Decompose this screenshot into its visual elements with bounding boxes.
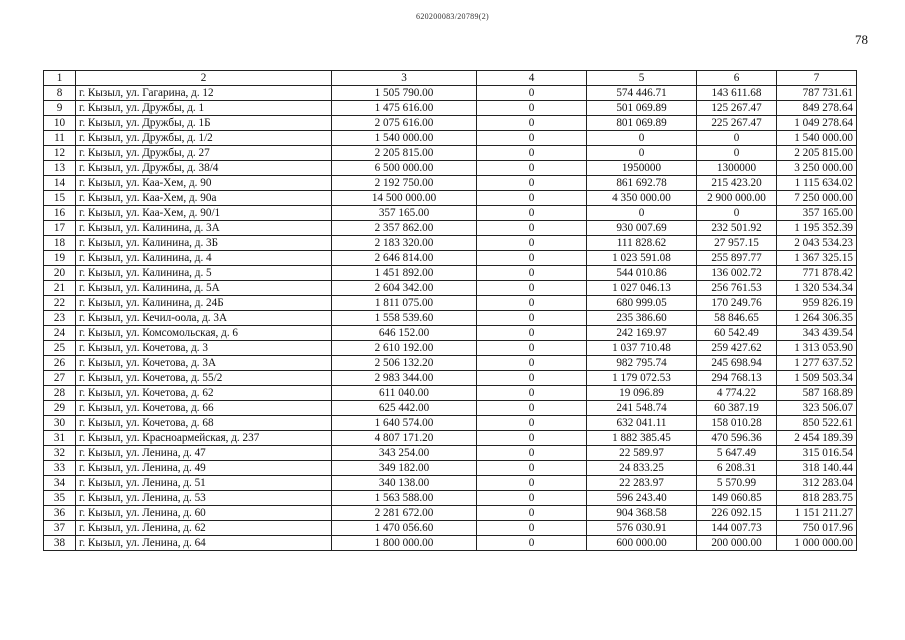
row-number-cell: 24 (44, 326, 76, 341)
amount-total-cell: 1 505 790.00 (332, 86, 477, 101)
amount-col6-cell: 294 768.13 (697, 371, 777, 386)
amount-col7-cell: 750 017.96 (777, 521, 857, 536)
amount-col4-cell: 0 (477, 506, 587, 521)
table-row (44, 326, 857, 341)
amount-total-cell: 1 540 000.00 (332, 131, 477, 146)
amount-col6-cell: 5 570.99 (697, 476, 777, 491)
amount-col7-cell: 1 115 634.02 (777, 176, 857, 191)
row-number-cell: 18 (44, 236, 76, 251)
row-number-cell: 15 (44, 191, 76, 206)
amount-total-cell: 2 357 862.00 (332, 221, 477, 236)
amount-total-cell: 2 192 750.00 (332, 176, 477, 191)
amount-col7-cell: 1 195 352.39 (777, 221, 857, 236)
amount-col7-cell: 787 731.61 (777, 86, 857, 101)
amount-col7-cell: 1 151 211.27 (777, 506, 857, 521)
address-cell: г. Кызыл, ул. Комсомольская, д. 6 (76, 326, 332, 341)
amount-col7-cell: 318 140.44 (777, 461, 857, 476)
table-row (44, 446, 857, 461)
table-row (44, 506, 857, 521)
amount-col6-cell: 136 002.72 (697, 266, 777, 281)
amount-col4-cell: 0 (477, 116, 587, 131)
amount-col5-cell: 0 (587, 206, 697, 221)
row-number-cell: 26 (44, 356, 76, 371)
column-header-1: 1 (44, 71, 76, 86)
table-row (44, 491, 857, 506)
amount-total-cell: 340 138.00 (332, 476, 477, 491)
amount-col4-cell: 0 (477, 341, 587, 356)
table-row (44, 401, 857, 416)
address-cell: г. Кызыл, ул. Ленина, д. 60 (76, 506, 332, 521)
amount-col5-cell: 111 828.62 (587, 236, 697, 251)
table-row (44, 296, 857, 311)
amount-col6-cell: 158 010.28 (697, 416, 777, 431)
amount-col5-cell: 600 000.00 (587, 536, 697, 551)
amount-total-cell: 2 506 132.20 (332, 356, 477, 371)
amount-col4-cell: 0 (477, 191, 587, 206)
amount-col5-cell: 574 446.71 (587, 86, 697, 101)
table-row (44, 191, 857, 206)
amount-col7-cell: 312 283.04 (777, 476, 857, 491)
row-number-cell: 27 (44, 371, 76, 386)
amount-total-cell: 2 075 616.00 (332, 116, 477, 131)
amount-col5-cell: 904 368.58 (587, 506, 697, 521)
amount-col4-cell: 0 (477, 476, 587, 491)
amount-col5-cell: 1 179 072.53 (587, 371, 697, 386)
amount-col5-cell: 242 169.97 (587, 326, 697, 341)
amount-total-cell: 1 640 574.00 (332, 416, 477, 431)
table-row (44, 236, 857, 251)
amount-col4-cell: 0 (477, 491, 587, 506)
amount-col7-cell: 1 264 306.35 (777, 311, 857, 326)
row-number-cell: 33 (44, 461, 76, 476)
row-number-cell: 38 (44, 536, 76, 551)
amount-col7-cell: 1 320 534.34 (777, 281, 857, 296)
column-header-6: 6 (697, 71, 777, 86)
amount-col5-cell: 0 (587, 146, 697, 161)
column-header-7: 7 (777, 71, 857, 86)
amount-col7-cell: 771 878.42 (777, 266, 857, 281)
amount-col6-cell: 60 387.19 (697, 401, 777, 416)
row-number-cell: 34 (44, 476, 76, 491)
amount-col6-cell: 225 267.47 (697, 116, 777, 131)
address-cell: г. Кызыл, ул. Кечил-оола, д. 3А (76, 311, 332, 326)
registry-table (43, 70, 857, 551)
amount-col7-cell: 7 250 000.00 (777, 191, 857, 206)
amount-col4-cell: 0 (477, 206, 587, 221)
address-cell: г. Кызыл, ул. Калинина, д. 5А (76, 281, 332, 296)
table-row (44, 116, 857, 131)
row-number-cell: 17 (44, 221, 76, 236)
table-row (44, 431, 857, 446)
amount-total-cell: 1 811 075.00 (332, 296, 477, 311)
amount-col6-cell: 200 000.00 (697, 536, 777, 551)
amount-col6-cell: 27 957.15 (697, 236, 777, 251)
address-cell: г. Кызыл, ул. Каа-Хем, д. 90/1 (76, 206, 332, 221)
amount-total-cell: 2 281 672.00 (332, 506, 477, 521)
amount-col6-cell: 215 423.20 (697, 176, 777, 191)
amount-col5-cell: 501 069.89 (587, 101, 697, 116)
amount-col6-cell: 1300000 (697, 161, 777, 176)
table-row (44, 86, 857, 101)
amount-col4-cell: 0 (477, 536, 587, 551)
table-row (44, 146, 857, 161)
table-row (44, 161, 857, 176)
row-number-cell: 11 (44, 131, 76, 146)
amount-total-cell: 4 807 171.20 (332, 431, 477, 446)
table-header-row (44, 71, 857, 86)
address-cell: г. Кызыл, ул. Кочетова, д. 68 (76, 416, 332, 431)
amount-col4-cell: 0 (477, 131, 587, 146)
amount-col6-cell: 4 774.22 (697, 386, 777, 401)
address-cell: г. Кызыл, ул. Гагарина, д. 12 (76, 86, 332, 101)
address-cell: г. Кызыл, ул. Красноармейская, д. 237 (76, 431, 332, 446)
amount-col5-cell: 576 030.91 (587, 521, 697, 536)
amount-col6-cell: 149 060.85 (697, 491, 777, 506)
amount-col5-cell: 861 692.78 (587, 176, 697, 191)
table-row (44, 176, 857, 191)
address-cell: г. Кызыл, ул. Дружбы, д. 1Б (76, 116, 332, 131)
amount-col5-cell: 1 037 710.48 (587, 341, 697, 356)
address-cell: г. Кызыл, ул. Ленина, д. 64 (76, 536, 332, 551)
amount-col6-cell: 0 (697, 131, 777, 146)
amount-col4-cell: 0 (477, 521, 587, 536)
amount-col6-cell: 259 427.62 (697, 341, 777, 356)
amount-col6-cell: 232 501.92 (697, 221, 777, 236)
table-row (44, 281, 857, 296)
amount-col6-cell: 125 267.47 (697, 101, 777, 116)
address-cell: г. Кызыл, ул. Калинина, д. 3А (76, 221, 332, 236)
amount-total-cell: 1 563 588.00 (332, 491, 477, 506)
row-number-cell: 21 (44, 281, 76, 296)
amount-col5-cell: 982 795.74 (587, 356, 697, 371)
address-cell: г. Кызыл, ул. Калинина, д. 3Б (76, 236, 332, 251)
address-cell: г. Кызыл, ул. Калинина, д. 5 (76, 266, 332, 281)
amount-col5-cell: 801 069.89 (587, 116, 697, 131)
amount-col7-cell: 1 540 000.00 (777, 131, 857, 146)
row-number-cell: 13 (44, 161, 76, 176)
amount-col6-cell: 58 846.65 (697, 311, 777, 326)
amount-col7-cell: 2 043 534.23 (777, 236, 857, 251)
amount-col5-cell: 1 023 591.08 (587, 251, 697, 266)
address-cell: г. Кызыл, ул. Ленина, д. 51 (76, 476, 332, 491)
amount-col5-cell: 241 548.74 (587, 401, 697, 416)
amount-total-cell: 6 500 000.00 (332, 161, 477, 176)
row-number-cell: 28 (44, 386, 76, 401)
row-number-cell: 23 (44, 311, 76, 326)
amount-col6-cell: 226 092.15 (697, 506, 777, 521)
amount-col6-cell: 470 596.36 (697, 431, 777, 446)
row-number-cell: 16 (44, 206, 76, 221)
table-body (44, 86, 857, 551)
amount-col7-cell: 1 313 053.90 (777, 341, 857, 356)
amount-col5-cell: 24 833.25 (587, 461, 697, 476)
address-cell: г. Кызыл, ул. Кочетова, д. 3А (76, 356, 332, 371)
amount-total-cell: 625 442.00 (332, 401, 477, 416)
table-row (44, 476, 857, 491)
amount-total-cell: 1 800 000.00 (332, 536, 477, 551)
amount-col6-cell: 5 647.49 (697, 446, 777, 461)
row-number-cell: 30 (44, 416, 76, 431)
row-number-cell: 37 (44, 521, 76, 536)
table-row (44, 101, 857, 116)
address-cell: г. Кызыл, ул. Ленина, д. 47 (76, 446, 332, 461)
address-cell: г. Кызыл, ул. Кочетова, д. 55/2 (76, 371, 332, 386)
amount-col6-cell: 143 611.68 (697, 86, 777, 101)
row-number-cell: 25 (44, 341, 76, 356)
row-number-cell: 35 (44, 491, 76, 506)
amount-col4-cell: 0 (477, 311, 587, 326)
amount-col4-cell: 0 (477, 161, 587, 176)
table-row (44, 251, 857, 266)
amount-col6-cell: 170 249.76 (697, 296, 777, 311)
amount-col4-cell: 0 (477, 281, 587, 296)
address-cell: г. Кызыл, ул. Дружбы, д. 1/2 (76, 131, 332, 146)
amount-col7-cell: 315 016.54 (777, 446, 857, 461)
column-header-4: 4 (477, 71, 587, 86)
row-number-cell: 12 (44, 146, 76, 161)
amount-col7-cell: 357 165.00 (777, 206, 857, 221)
amount-col4-cell: 0 (477, 251, 587, 266)
amount-col5-cell: 1 027 046.13 (587, 281, 697, 296)
row-number-cell: 19 (44, 251, 76, 266)
amount-col5-cell: 22 283.97 (587, 476, 697, 491)
amount-col7-cell: 1 000 000.00 (777, 536, 857, 551)
table-row (44, 131, 857, 146)
amount-col4-cell: 0 (477, 176, 587, 191)
amount-col5-cell: 1950000 (587, 161, 697, 176)
amount-col4-cell: 0 (477, 431, 587, 446)
amount-col7-cell: 849 278.64 (777, 101, 857, 116)
row-number-cell: 9 (44, 101, 76, 116)
amount-col6-cell: 255 897.77 (697, 251, 777, 266)
amount-col4-cell: 0 (477, 101, 587, 116)
amount-total-cell: 2 610 192.00 (332, 341, 477, 356)
address-cell: г. Кызыл, ул. Кочетова, д. 66 (76, 401, 332, 416)
amount-col6-cell: 2 900 000.00 (697, 191, 777, 206)
address-cell: г. Кызыл, ул. Кочетова, д. 62 (76, 386, 332, 401)
amount-col7-cell: 3 250 000.00 (777, 161, 857, 176)
amount-col7-cell: 2 205 815.00 (777, 146, 857, 161)
address-cell: г. Кызыл, ул. Дружбы, д. 38/4 (76, 161, 332, 176)
amount-col5-cell: 22 589.97 (587, 446, 697, 461)
amount-col4-cell: 0 (477, 221, 587, 236)
amount-col5-cell: 1 882 385.45 (587, 431, 697, 446)
amount-total-cell: 2 183 320.00 (332, 236, 477, 251)
table-row (44, 461, 857, 476)
table-row (44, 386, 857, 401)
row-number-cell: 31 (44, 431, 76, 446)
amount-total-cell: 2 205 815.00 (332, 146, 477, 161)
column-header-3: 3 (332, 71, 477, 86)
amount-total-cell: 1 475 616.00 (332, 101, 477, 116)
amount-col5-cell: 19 096.89 (587, 386, 697, 401)
row-number-cell: 36 (44, 506, 76, 521)
table-row (44, 206, 857, 221)
table-row (44, 536, 857, 551)
document-id: 620200083/20789(2) (416, 12, 489, 21)
address-cell: г. Кызыл, ул. Ленина, д. 49 (76, 461, 332, 476)
amount-col4-cell: 0 (477, 386, 587, 401)
address-cell: г. Кызыл, ул. Каа-Хем, д. 90 (76, 176, 332, 191)
amount-col4-cell: 0 (477, 371, 587, 386)
amount-col5-cell: 930 007.69 (587, 221, 697, 236)
amount-col4-cell: 0 (477, 326, 587, 341)
row-number-cell: 29 (44, 401, 76, 416)
amount-col6-cell: 144 007.73 (697, 521, 777, 536)
amount-total-cell: 343 254.00 (332, 446, 477, 461)
amount-col4-cell: 0 (477, 446, 587, 461)
amount-total-cell: 611 040.00 (332, 386, 477, 401)
address-cell: г. Кызыл, ул. Калинина, д. 24Б (76, 296, 332, 311)
amount-total-cell: 1 451 892.00 (332, 266, 477, 281)
amount-col4-cell: 0 (477, 86, 587, 101)
table-row (44, 356, 857, 371)
column-header-2: 2 (76, 71, 332, 86)
amount-col5-cell: 544 010.86 (587, 266, 697, 281)
table-row (44, 341, 857, 356)
amount-col4-cell: 0 (477, 401, 587, 416)
row-number-cell: 14 (44, 176, 76, 191)
address-cell: г. Кызыл, ул. Дружбы, д. 1 (76, 101, 332, 116)
amount-col7-cell: 1 509 503.34 (777, 371, 857, 386)
row-number-cell: 8 (44, 86, 76, 101)
amount-col4-cell: 0 (477, 356, 587, 371)
amount-col7-cell: 1 367 325.15 (777, 251, 857, 266)
row-number-cell: 20 (44, 266, 76, 281)
amount-col6-cell: 6 208.31 (697, 461, 777, 476)
row-number-cell: 22 (44, 296, 76, 311)
amount-col5-cell: 4 350 000.00 (587, 191, 697, 206)
amount-total-cell: 2 646 814.00 (332, 251, 477, 266)
amount-total-cell: 2 604 342.00 (332, 281, 477, 296)
amount-col7-cell: 587 168.89 (777, 386, 857, 401)
amount-total-cell: 2 983 344.00 (332, 371, 477, 386)
amount-total-cell: 1 470 056.60 (332, 521, 477, 536)
amount-total-cell: 357 165.00 (332, 206, 477, 221)
amount-col4-cell: 0 (477, 416, 587, 431)
table-row (44, 416, 857, 431)
address-cell: г. Кызыл, ул. Кочетова, д. 3 (76, 341, 332, 356)
address-cell: г. Кызыл, ул. Ленина, д. 53 (76, 491, 332, 506)
amount-col4-cell: 0 (477, 296, 587, 311)
column-header-5: 5 (587, 71, 697, 86)
amount-col7-cell: 1 049 278.64 (777, 116, 857, 131)
amount-col5-cell: 680 999.05 (587, 296, 697, 311)
amount-total-cell: 1 558 539.60 (332, 311, 477, 326)
row-number-cell: 32 (44, 446, 76, 461)
amount-col4-cell: 0 (477, 461, 587, 476)
amount-total-cell: 14 500 000.00 (332, 191, 477, 206)
page-number: 78 (855, 32, 868, 47)
address-cell: г. Кызыл, ул. Каа-Хем, д. 90а (76, 191, 332, 206)
amount-col7-cell: 850 522.61 (777, 416, 857, 431)
amount-col5-cell: 596 243.40 (587, 491, 697, 506)
amount-total-cell: 646 152.00 (332, 326, 477, 341)
amount-col4-cell: 0 (477, 146, 587, 161)
amount-col7-cell: 1 277 637.52 (777, 356, 857, 371)
amount-col5-cell: 632 041.11 (587, 416, 697, 431)
row-number-cell: 10 (44, 116, 76, 131)
amount-col7-cell: 2 454 189.39 (777, 431, 857, 446)
address-cell: г. Кызыл, ул. Ленина, д. 62 (76, 521, 332, 536)
amount-col7-cell: 343 439.54 (777, 326, 857, 341)
amount-col7-cell: 818 283.75 (777, 491, 857, 506)
amount-col6-cell: 256 761.53 (697, 281, 777, 296)
amount-col4-cell: 0 (477, 266, 587, 281)
amount-col7-cell: 959 826.19 (777, 296, 857, 311)
table-row (44, 521, 857, 536)
address-cell: г. Кызыл, ул. Калинина, д. 4 (76, 251, 332, 266)
amount-col6-cell: 0 (697, 206, 777, 221)
amount-col5-cell: 0 (587, 131, 697, 146)
table-row (44, 371, 857, 386)
amount-col6-cell: 245 698.94 (697, 356, 777, 371)
amount-col6-cell: 0 (697, 146, 777, 161)
amount-col5-cell: 235 386.60 (587, 311, 697, 326)
amount-col4-cell: 0 (477, 236, 587, 251)
table-row (44, 311, 857, 326)
amount-total-cell: 349 182.00 (332, 461, 477, 476)
address-cell: г. Кызыл, ул. Дружбы, д. 27 (76, 146, 332, 161)
amount-col6-cell: 60 542.49 (697, 326, 777, 341)
table-row (44, 221, 857, 236)
table-row (44, 266, 857, 281)
amount-col7-cell: 323 506.07 (777, 401, 857, 416)
